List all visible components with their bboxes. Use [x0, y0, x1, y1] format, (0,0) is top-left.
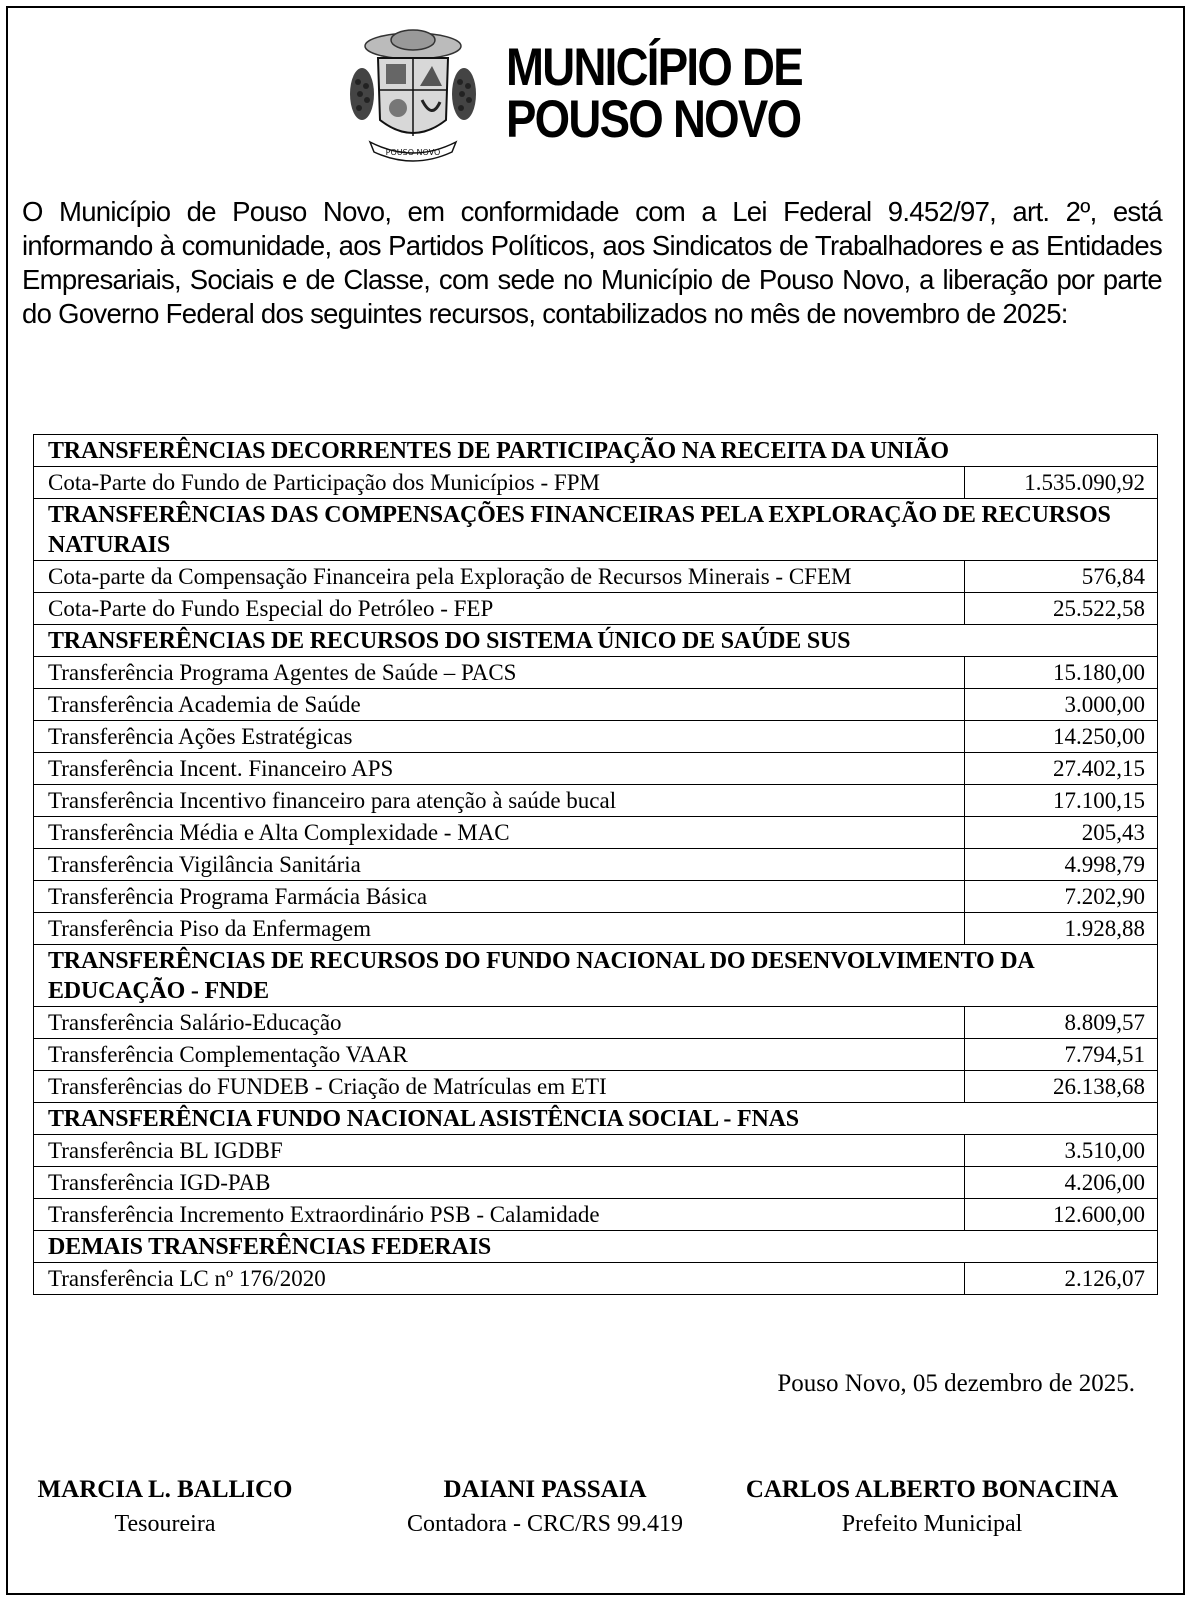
- transfer-value: 7.202,90: [965, 881, 1158, 913]
- transfer-value: 7.794,51: [965, 1039, 1158, 1071]
- transfer-value: 25.522,58: [965, 593, 1158, 625]
- section-title: TRANSFERÊNCIAS DAS COMPENSAÇÕES FINANCEIRAS PELA EXPLORAÇÃO DE RECURSOS NATURAIS: [34, 499, 1158, 561]
- transfer-value: 4.206,00: [965, 1167, 1158, 1199]
- transfer-value: 15.180,00: [965, 657, 1158, 689]
- transfer-label: Transferência Incent. Financeiro APS: [34, 753, 965, 785]
- table-row: [34, 1039, 1158, 1071]
- transfer-label: Transferência Academia de Saúde: [34, 689, 965, 721]
- table-row: [34, 913, 1158, 945]
- transfer-value: 205,43: [965, 817, 1158, 849]
- section-title: TRANSFERÊNCIA FUNDO NACIONAL ASISTÊNCIA SOCIAL - FNAS: [34, 1103, 1158, 1135]
- transfer-label: Transferência Ações Estratégicas: [34, 721, 965, 753]
- transfer-value: 14.250,00: [965, 721, 1158, 753]
- transfer-value: 8.809,57: [965, 1007, 1158, 1039]
- crest-ribbon-text: POUSO NOVO: [386, 148, 441, 157]
- table-row: [34, 467, 1158, 499]
- table-row: [34, 1199, 1158, 1231]
- title-line-1: MUNICÍPIO DE: [506, 38, 803, 97]
- transfer-value: 2.126,07: [965, 1263, 1158, 1295]
- table-row: [34, 849, 1158, 881]
- transfer-label: Transferência Incremento Extraordinário PSB - Calamidade: [34, 1199, 965, 1231]
- table-row: [34, 561, 1158, 593]
- transfer-label: Cota-Parte do Fundo de Participação dos Municípios - FPM: [34, 467, 965, 499]
- signature-accountant: [380, 1473, 710, 1541]
- signature-role: Contadora - CRC/RS 99.419: [406, 1511, 683, 1537]
- section-header-row: [34, 945, 1158, 1007]
- municipality-title: [506, 38, 803, 149]
- transfer-value: 27.402,15: [965, 753, 1158, 785]
- section-header-row: [34, 435, 1158, 467]
- transfer-label: Transferência LC nº 176/2020: [34, 1263, 965, 1295]
- transfer-value: 12.600,00: [965, 1199, 1158, 1231]
- transfer-label: Transferência Programa Farmácia Básica: [34, 881, 965, 913]
- transfer-label: Transferência BL IGDBF: [34, 1135, 965, 1167]
- place-date: Pouso Novo, 05 dezembro de 2025.: [777, 1370, 1135, 1397]
- transfer-value: 3.510,00: [965, 1135, 1158, 1167]
- section-header-row: [34, 1231, 1158, 1263]
- section-header-row: [34, 1103, 1158, 1135]
- section-title: TRANSFERÊNCIAS DE RECURSOS DO SISTEMA ÚNICO DE SAÚDE SUS: [34, 625, 1158, 657]
- table-row: [34, 657, 1158, 689]
- table-row: [34, 753, 1158, 785]
- header: [0, 24, 1193, 164]
- transfer-label: Transferência Incentivo financeiro para atenção à saúde bucal: [34, 785, 965, 817]
- signature-name: MARCIA L. BALLICO: [37, 1476, 293, 1503]
- signature-treasurer: [20, 1473, 310, 1541]
- table-row: [34, 1071, 1158, 1103]
- table-row: [34, 817, 1158, 849]
- signature-mayor: [722, 1473, 1142, 1541]
- transfer-value: 4.998,79: [965, 849, 1158, 881]
- transfer-label: Cota-parte da Compensação Financeira pela Exploração de Recursos Minerais - CFEM: [34, 561, 965, 593]
- table-row: [34, 881, 1158, 913]
- transfers-table: [33, 434, 1158, 1295]
- transfer-label: Transferência Programa Agentes de Saúde – PACS: [34, 657, 965, 689]
- transfer-value: 1.928,88: [965, 913, 1158, 945]
- table-row: [34, 593, 1158, 625]
- transfer-value: 26.138,68: [965, 1071, 1158, 1103]
- section-header-row: [34, 625, 1158, 657]
- table-row: [34, 1167, 1158, 1199]
- signature-name: CARLOS ALBERTO BONACINA: [745, 1476, 1119, 1503]
- transfer-label: Cota-Parte do Fundo Especial do Petróleo - FEP: [34, 593, 965, 625]
- municipal-crest-icon: [342, 24, 484, 164]
- table-row: [34, 1135, 1158, 1167]
- table-row: [34, 721, 1158, 753]
- section-title: TRANSFERÊNCIAS DE RECURSOS DO FUNDO NACIONAL DO DESENVOLVIMENTO DA EDUCAÇÃO - FNDE: [34, 945, 1158, 1007]
- transfer-label: Transferência Média e Alta Complexidade - MAC: [34, 817, 965, 849]
- table-row: [34, 1263, 1158, 1295]
- transfer-label: Transferência Piso da Enfermagem: [34, 913, 965, 945]
- title-line-2: POUSO NOVO: [506, 90, 801, 149]
- section-title: DEMAIS TRANSFERÊNCIAS FEDERAIS: [34, 1231, 1158, 1263]
- transfer-value: 3.000,00: [965, 689, 1158, 721]
- intro-paragraph: O Município de Pouso Novo, em conformidade com a Lei Federal 9.452/97, art. 2º, está informando à comunidade, aos Partidos Políticos, aos Sindicatos de Trabalhadores e as Entidades Empresariais, Sociais e de Classe, com sede no Município de Pouso Novo, a liberação por parte do Governo Federal dos seguintes recursos, contabilizados no mês de novembro de 2025:: [22, 196, 1162, 329]
- table-row: [34, 1007, 1158, 1039]
- transfer-label: Transferência Vigilância Sanitária: [34, 849, 965, 881]
- transfer-value: 576,84: [965, 561, 1158, 593]
- transfer-value: 1.535.090,92: [965, 467, 1158, 499]
- signature-name: DAIANI PASSAIA: [443, 1476, 647, 1503]
- transfer-value: 17.100,15: [965, 785, 1158, 817]
- transfer-label: Transferência IGD-PAB: [34, 1167, 965, 1199]
- transfer-label: Transferências do FUNDEB - Criação de Matrículas em ETI: [34, 1071, 965, 1103]
- transfer-label: Transferência Salário-Educação: [34, 1007, 965, 1039]
- transfer-label: Transferência Complementação VAAR: [34, 1039, 965, 1071]
- signature-role: Tesoureira: [114, 1511, 216, 1537]
- table-row: [34, 785, 1158, 817]
- table-row: [34, 689, 1158, 721]
- section-title: TRANSFERÊNCIAS DECORRENTES DE PARTICIPAÇÃO NA RECEITA DA UNIÃO: [34, 435, 1158, 467]
- section-header-row: [34, 499, 1158, 561]
- signature-role: Prefeito Municipal: [841, 1511, 1023, 1537]
